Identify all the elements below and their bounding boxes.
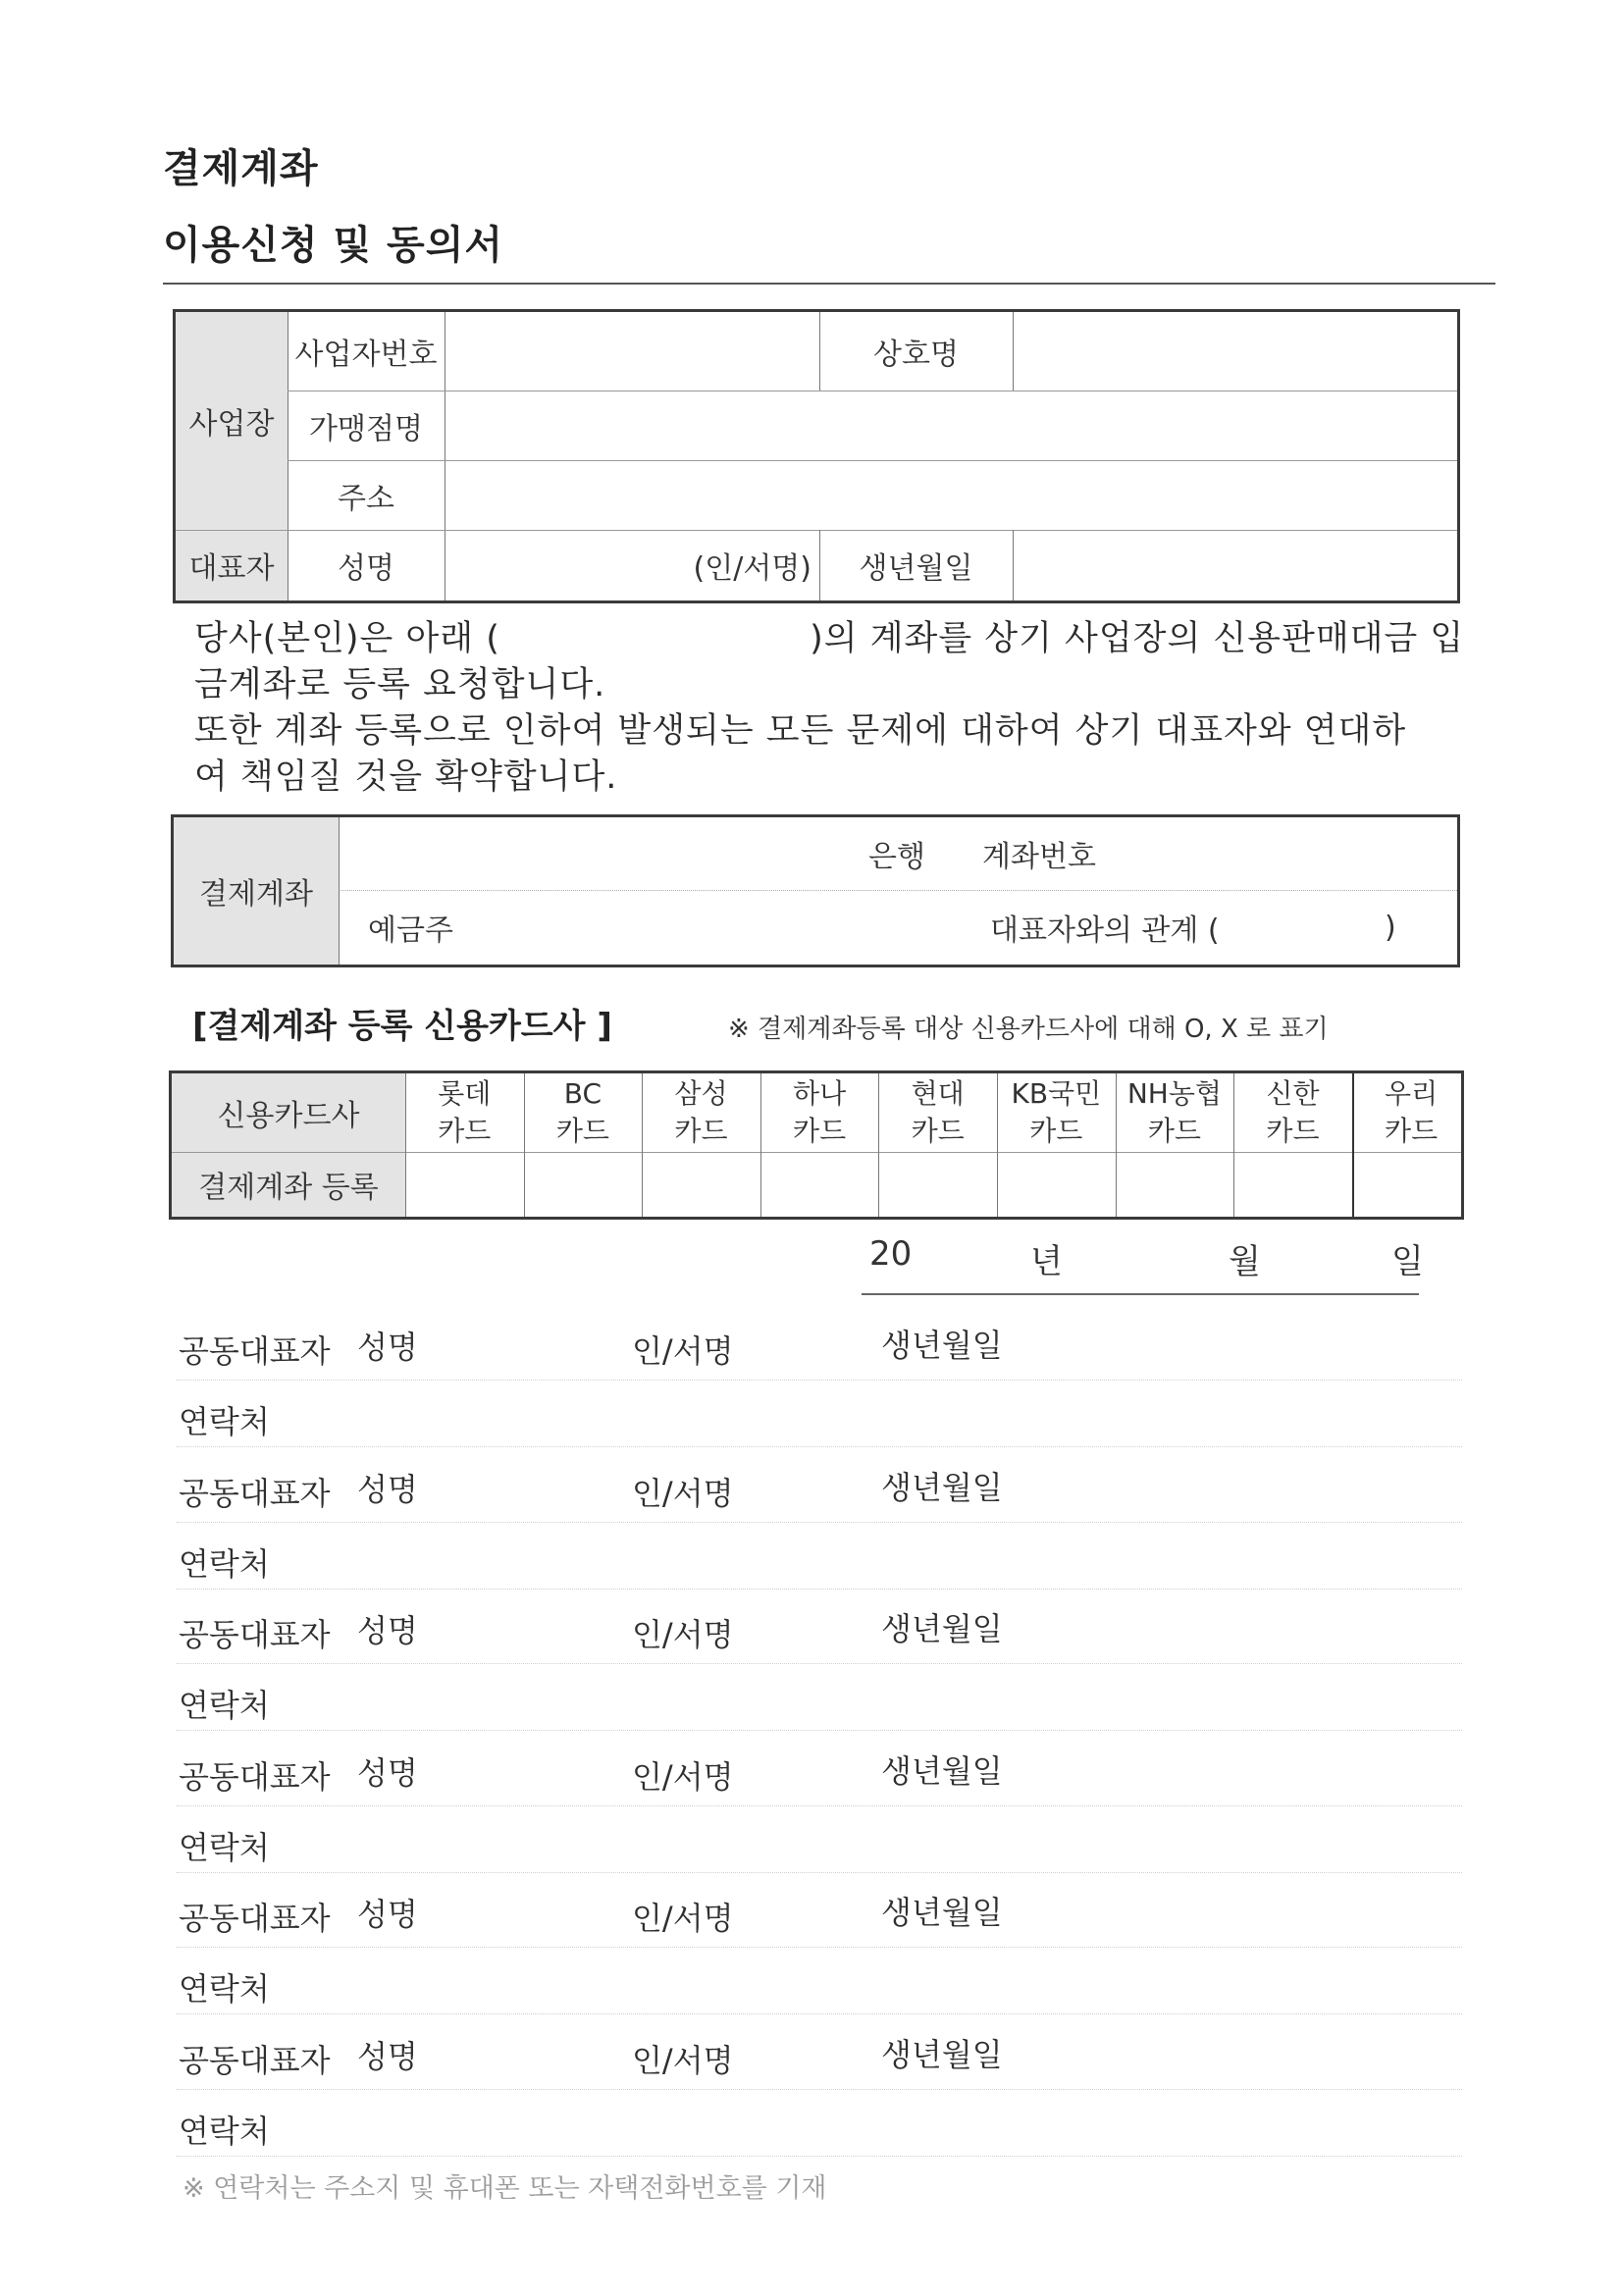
joint-contact-line[interactable] <box>177 1872 1462 1873</box>
card-registration-mark-cell[interactable] <box>1233 1152 1352 1217</box>
rep-birth-label: 생년월일 <box>859 551 973 586</box>
joint-contact-line[interactable] <box>177 1730 1462 1731</box>
joint-name-line[interactable] <box>177 1663 1462 1664</box>
biz-number-label: 사업자번호 <box>294 338 438 372</box>
statement-line2: 금계좌로 등록 요청합니다. <box>194 665 606 704</box>
joint-birth-label: 생년월일 <box>881 2036 1003 2073</box>
joint-rep-label: 공동대표자 <box>179 2042 331 2079</box>
card-company-name: 삼성 <box>674 1077 728 1110</box>
joint-seal-label: 인/서명 <box>632 1900 734 1938</box>
joint-contact-line[interactable] <box>177 1446 1462 1447</box>
date-year: 년 <box>1030 1242 1063 1281</box>
card-company-suffix: 카드 <box>911 1115 965 1147</box>
joint-seal-label: 인/서명 <box>632 1616 734 1654</box>
date-day: 일 <box>1391 1242 1424 1281</box>
joint-contact-label: 연락처 <box>179 1403 270 1440</box>
card-company-table <box>169 1070 1464 1220</box>
holder-row[interactable] <box>339 890 1457 965</box>
card-registration-mark-cell[interactable] <box>878 1152 997 1217</box>
joint-name-line[interactable] <box>177 1947 1462 1948</box>
footnote: ※ 연락처는 주소지 및 휴대폰 또는 자택전화번호를 기재 <box>183 2173 827 2204</box>
joint-seal-label: 인/서명 <box>632 1757 734 1796</box>
joint-seal-label: 인/서명 <box>632 1474 734 1512</box>
card-company-header <box>524 1073 643 1152</box>
joint-name-line[interactable] <box>177 1380 1462 1381</box>
account-label: 결제계좌 <box>174 817 339 965</box>
card-registration-mark-cell[interactable] <box>524 1152 643 1217</box>
settlement-account-table <box>171 814 1460 967</box>
card-company-suffix: 카드 <box>1266 1115 1320 1147</box>
form-title-line1: 결제계좌 <box>163 146 319 191</box>
rep-birth-field[interactable] <box>1013 530 1457 600</box>
joint-name-label: 성명 <box>357 1470 418 1508</box>
card-company-header <box>1352 1073 1471 1152</box>
card-company-suffix: 카드 <box>438 1115 492 1147</box>
business-info-table <box>173 309 1460 603</box>
bank-account-row[interactable] <box>339 817 1457 890</box>
joint-seal-label: 인/서명 <box>632 2042 734 2079</box>
joint-contact-line[interactable] <box>177 1589 1462 1590</box>
card-company-row-label: 신용카드사 <box>172 1073 405 1152</box>
address-label: 주소 <box>338 481 394 516</box>
business-group-label: 사업장 <box>176 312 288 530</box>
date-month: 월 <box>1229 1242 1261 1281</box>
card-company-name: 현대 <box>911 1077 965 1110</box>
joint-contact-label: 연락처 <box>179 1970 270 2009</box>
joint-name-label: 성명 <box>357 1612 418 1650</box>
company-name-field[interactable] <box>1013 312 1457 391</box>
joint-birth-label: 생년월일 <box>881 1327 1003 1364</box>
card-company-header <box>1233 1073 1352 1152</box>
card-company-suffix: 카드 <box>555 1115 609 1147</box>
joint-contact-label: 연락처 <box>179 1687 270 1725</box>
card-section-heading: [결제계좌 등록 신용카드사 ] <box>192 1007 612 1046</box>
biz-number-field[interactable] <box>445 312 819 391</box>
joint-birth-label: 생년월일 <box>881 1468 1003 1506</box>
rep-name-field[interactable] <box>445 530 819 600</box>
card-company-name: NH농협 <box>1126 1077 1222 1110</box>
card-company-suffix: 카드 <box>793 1115 847 1147</box>
rep-group-label: 대표자 <box>176 530 288 600</box>
joint-name-label: 성명 <box>357 1329 418 1366</box>
statement-line4: 여 책임질 것을 확약합니다. <box>194 757 618 797</box>
card-registration-mark-cell[interactable] <box>405 1152 524 1217</box>
holder-label: 예금주 <box>368 913 453 948</box>
joint-contact-line[interactable] <box>177 2156 1462 2157</box>
card-company-suffix: 카드 <box>1029 1115 1083 1147</box>
card-company-name: BC <box>563 1077 602 1110</box>
card-company-header <box>878 1073 997 1152</box>
card-company-header <box>1116 1073 1234 1152</box>
joint-name-label: 성명 <box>357 1896 418 1934</box>
card-company-header <box>405 1073 524 1152</box>
joint-contact-label: 연락처 <box>179 1828 270 1866</box>
card-company-name: KB국민 <box>1011 1077 1102 1110</box>
card-company-name: 신한 <box>1266 1077 1320 1110</box>
joint-birth-label: 생년월일 <box>881 1894 1003 1932</box>
joint-rep-label: 공동대표자 <box>179 1332 331 1370</box>
date-year-prefix: 20 <box>869 1234 913 1274</box>
form-title-line2: 이용신청 및 동의서 <box>163 223 503 268</box>
joint-rep-label: 공동대표자 <box>179 1616 331 1654</box>
joint-name-line[interactable] <box>177 1522 1462 1523</box>
statement-line1: 당사(본인)은 아래 ( )의 계좌를 상기 사업장의 신용판매대금 입 <box>194 619 1465 658</box>
relation-label: 대표자와의 관계 ( <box>990 913 1220 948</box>
joint-name-label: 성명 <box>357 2038 418 2075</box>
card-company-suffix: 카드 <box>1385 1115 1439 1147</box>
joint-rep-label: 공동대표자 <box>179 1474 331 1512</box>
joint-birth-label: 생년월일 <box>881 1751 1003 1790</box>
card-company-name: 우리 <box>1385 1077 1439 1110</box>
card-company-name: 하나 <box>793 1077 847 1110</box>
address-field[interactable] <box>445 460 1457 530</box>
card-registration-mark-cell[interactable] <box>760 1152 879 1217</box>
company-name-label: 상호명 <box>873 338 959 372</box>
card-company-suffix: 카드 <box>674 1115 728 1147</box>
card-company-header <box>760 1073 879 1152</box>
joint-rep-label: 공동대표자 <box>179 1900 331 1938</box>
card-company-suffix: 카드 <box>1147 1115 1201 1147</box>
account-registration-row-label: 결제계좌 등록 <box>172 1152 405 1217</box>
card-company-header <box>997 1073 1116 1152</box>
card-registration-mark-cell[interactable] <box>997 1152 1116 1217</box>
account-number-label: 계좌번호 <box>982 840 1096 874</box>
joint-contact-line[interactable] <box>177 2013 1462 2014</box>
relation-close: ) <box>1385 910 1396 945</box>
joint-name-label: 성명 <box>357 1753 418 1792</box>
joint-contact-label: 연락처 <box>179 2113 270 2150</box>
joint-contact-label: 연락처 <box>179 1544 270 1583</box>
card-section-note: ※ 결제계좌등록 대상 신용카드사에 대해 O, X 로 표기 <box>728 1015 1329 1044</box>
joint-name-line[interactable] <box>177 1805 1462 1806</box>
rep-name-label: 성명 <box>338 551 394 586</box>
card-registration-mark-cell[interactable] <box>1116 1152 1234 1217</box>
joint-seal-label: 인/서명 <box>632 1332 734 1370</box>
date-underline <box>862 1293 1419 1295</box>
title-divider <box>163 283 1495 285</box>
store-name-field[interactable] <box>445 391 1457 460</box>
card-company-name: 롯데 <box>438 1077 492 1110</box>
bank-label: 은행 <box>868 840 925 874</box>
card-registration-mark-cell[interactable] <box>642 1152 760 1217</box>
joint-birth-label: 생년월일 <box>881 1610 1003 1648</box>
store-name-label: 가맹점명 <box>309 411 423 446</box>
card-company-header <box>642 1073 760 1152</box>
statement-line3: 또한 계좌 등록으로 인하여 발생되는 모든 문제에 대하여 상기 대표자와 연대하 <box>194 711 1407 751</box>
card-registration-mark-cell[interactable] <box>1352 1152 1471 1217</box>
rep-seal-label: (인/서명) <box>693 551 812 586</box>
joint-rep-label: 공동대표자 <box>179 1757 331 1796</box>
joint-name-line[interactable] <box>177 2089 1462 2090</box>
